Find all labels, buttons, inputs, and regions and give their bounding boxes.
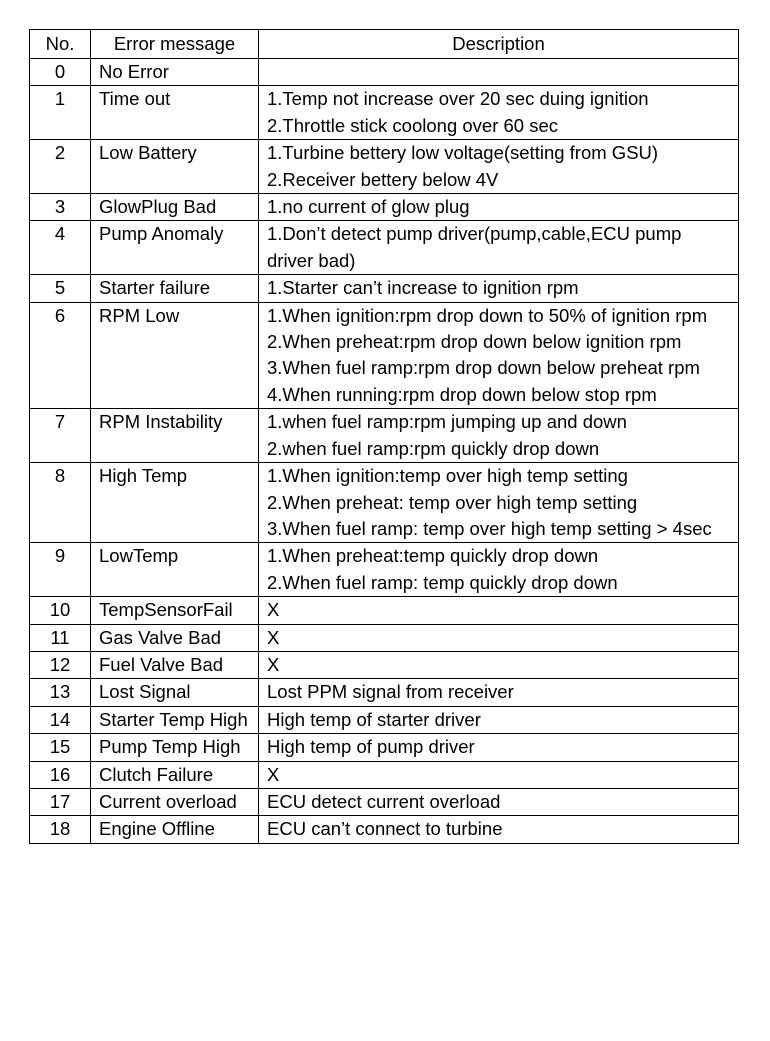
table-row [30,624,739,651]
description-line: 2.when fuel ramp:rpm quickly drop down [267,437,600,459]
description-cell [259,651,739,678]
table-row [30,302,739,409]
description-line: 2.When preheat:rpm drop down below ignition rpm [267,331,682,353]
description-line: 2.When preheat: temp over high temp setting [267,491,638,513]
error-number-cell: 1 [30,86,91,140]
table-row [30,706,739,733]
description-cell [259,597,739,624]
table-row [30,86,739,140]
error-number-cell: 13 [30,679,91,706]
error-message-cell: Current overload [91,788,259,815]
description-line: X [267,599,280,621]
error-number-cell: 3 [30,194,91,221]
error-number-cell: 5 [30,275,91,302]
description-cell [259,543,739,597]
description-cell [259,816,739,843]
table-row [30,816,739,843]
error-message-cell: Lost Signal [91,679,259,706]
error-message-cell: Starter Temp High [91,706,259,733]
table-row [30,543,739,597]
description-cell [259,624,739,651]
description-cell [259,194,739,221]
description-line: 2.Receiver bettery below 4V [267,168,499,190]
error-number-cell: 8 [30,463,91,543]
description-cell [259,409,739,463]
error-message-cell: TempSensorFail [91,597,259,624]
error-number-cell: 17 [30,788,91,815]
error-message-cell: GlowPlug Bad [91,194,259,221]
description-line: X [267,653,280,675]
error-number-cell: 2 [30,140,91,194]
description-cell [259,86,739,140]
error-number-cell: 12 [30,651,91,678]
description-line: 3.When fuel ramp: temp over high temp setting > 4sec [267,517,712,539]
table-row [30,59,739,86]
description-line: High temp of starter driver [267,708,481,730]
table-row [30,463,739,543]
table-row [30,140,739,194]
error-number-cell: 6 [30,302,91,409]
error-message-cell: Fuel Valve Bad [91,651,259,678]
table-row [30,788,739,815]
error-message-cell: Time out [91,86,259,140]
error-number-cell: 11 [30,624,91,651]
error-message-cell: Engine Offline [91,816,259,843]
table-row [30,734,739,761]
table-row [30,651,739,678]
error-number-cell: 10 [30,597,91,624]
description-line: 4.When running:rpm drop down below stop rpm [267,383,657,405]
description-cell [259,706,739,733]
error-message-cell: RPM Low [91,302,259,409]
description-line: 1.when fuel ramp:rpm jumping up and down [267,411,627,433]
error-number-cell: 4 [30,221,91,275]
description-line: 1.When ignition:temp over high temp setting [267,465,628,487]
description-line: 1.Don’t detect pump driver(pump,cable,ECU pump driver bad) [267,223,682,271]
table-row [30,275,739,302]
description-line: 1.Starter can’t increase to ignition rpm [267,277,579,299]
error-message-cell: Pump Anomaly [91,221,259,275]
header-row [30,30,739,59]
description-cell [259,788,739,815]
description-line: 1.no current of glow plug [267,196,470,218]
error-number-cell: 0 [30,59,91,86]
table-row [30,194,739,221]
description-cell [259,59,739,86]
description-line: X [267,763,280,785]
description-line: 2.When fuel ramp: temp quickly drop down [267,571,618,593]
description-cell [259,734,739,761]
table-row [30,761,739,788]
error-message-cell: Gas Valve Bad [91,624,259,651]
description-line: High temp of pump driver [267,736,475,758]
description-line: ECU detect current overload [267,790,501,812]
error-message-cell: Low Battery [91,140,259,194]
error-number-cell: 18 [30,816,91,843]
description-cell [259,275,739,302]
error-message-cell: No Error [91,59,259,86]
error-number-cell: 14 [30,706,91,733]
table-row [30,221,739,275]
error-message-cell: Starter failure [91,275,259,302]
description-line: Lost PPM signal from receiver [267,681,514,703]
description-line: 1.Turbine bettery low voltage(setting from GSU) [267,142,659,164]
description-cell [259,302,739,409]
error-code-table [29,29,739,844]
description-line: 3.When fuel ramp:rpm drop down below preheat rpm [267,357,700,379]
description-line: X [267,626,280,648]
error-message-cell: Pump Temp High [91,734,259,761]
error-message-cell: Clutch Failure [91,761,259,788]
error-number-cell: 15 [30,734,91,761]
error-number-cell: 7 [30,409,91,463]
description-cell [259,463,739,543]
description-cell [259,221,739,275]
description-cell [259,140,739,194]
table-body [30,59,739,844]
description-line: 2.Throttle stick coolong over 60 sec [267,114,559,136]
description-line: 1.When ignition:rpm drop down to 50% of ignition rpm [267,304,708,326]
header-no: No. [30,30,91,59]
table-row [30,597,739,624]
description-cell [259,679,739,706]
table-row [30,409,739,463]
description-cell [259,761,739,788]
error-message-cell: High Temp [91,463,259,543]
header-description: Description [259,30,739,59]
error-message-cell: LowTemp [91,543,259,597]
description-line: ECU can’t connect to turbine [267,818,503,840]
error-number-cell: 16 [30,761,91,788]
table-row [30,679,739,706]
description-line: 1.When preheat:temp quickly drop down [267,545,599,567]
error-number-cell: 9 [30,543,91,597]
header-error-message: Error message [91,30,259,59]
error-message-cell: RPM Instability [91,409,259,463]
description-line: 1.Temp not increase over 20 sec duing ignition [267,88,649,110]
